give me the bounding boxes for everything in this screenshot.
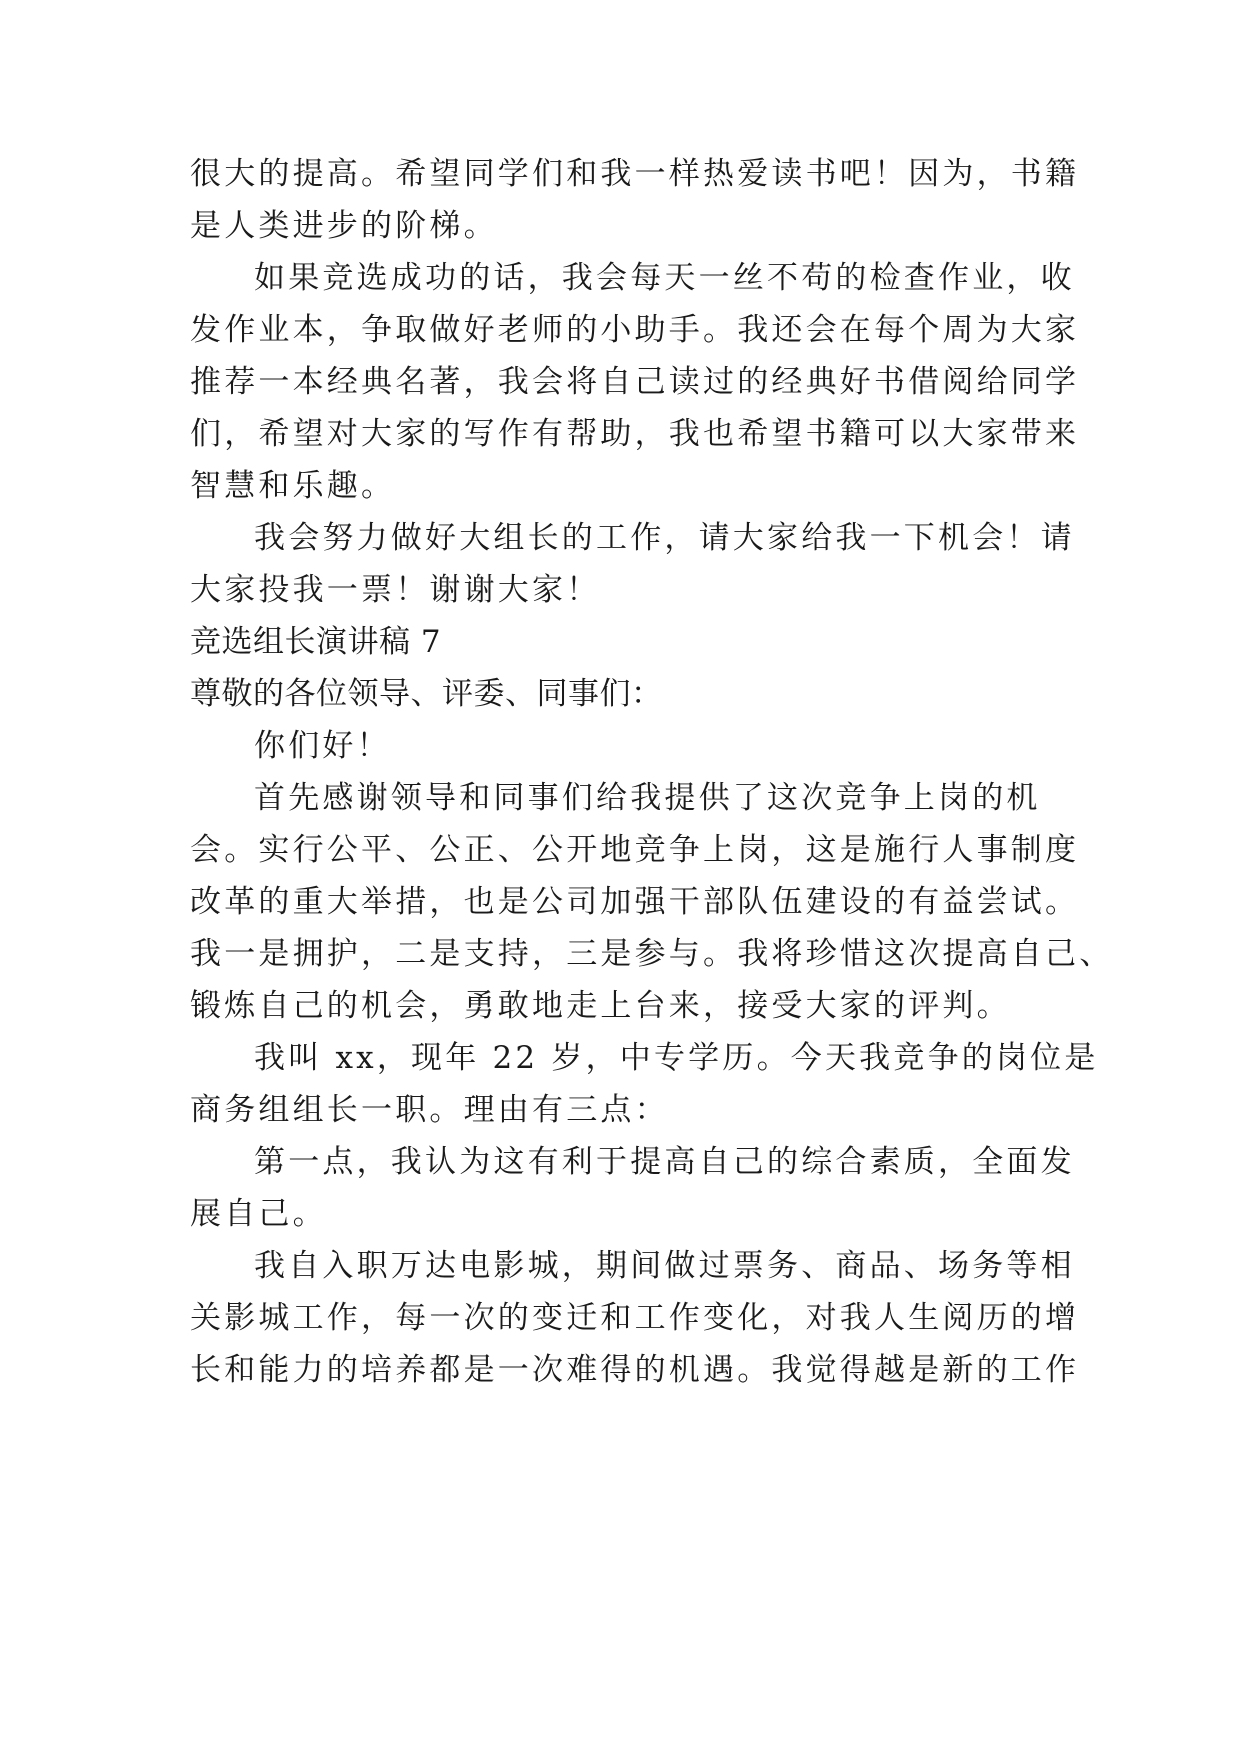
greeting: 你们好！	[254, 728, 391, 764]
paragraph-line: 发作业本，争取做好老师的小助手。我还会在每个周为大家	[190, 312, 1080, 348]
paragraph-line: 如果竞选成功的话，我会每天一丝不苟的检查作业，收	[254, 260, 1075, 296]
paragraph-line: 第一点，我认为这有利于提高自己的综合素质，全面发	[254, 1144, 1075, 1180]
section-title: 竞选组长演讲稿 7	[190, 624, 442, 660]
paragraph-line: 我一是拥护，二是支持，三是参与。我将珍惜这次提高自己、	[190, 936, 1114, 972]
salutation: 尊敬的各位领导、评委、同事们：	[190, 676, 663, 712]
paragraph-line: 锻炼自己的机会，勇敢地走上台来，接受大家的评判。	[190, 988, 1011, 1024]
paragraph-line: 大家投我一票！谢谢大家！	[190, 572, 601, 608]
paragraph-line: 我自入职万达电影城，期间做过票务、商品、场务等相	[254, 1248, 1075, 1284]
paragraph-line: 关影城工作，每一次的变迁和工作变化，对我人生阅历的增	[190, 1300, 1080, 1336]
paragraph-line: 们，希望对大家的写作有帮助，我也希望书籍可以大家带来	[190, 416, 1080, 452]
paragraph-line: 推荐一本经典名著，我会将自己读过的经典好书借阅给同学	[190, 364, 1080, 400]
paragraph-line: 展自己。	[190, 1196, 327, 1232]
paragraph-line: 改革的重大举措，也是公司加强干部队伍建设的有益尝试。	[190, 884, 1080, 920]
paragraph-line: 很大的提高。希望同学们和我一样热爱读书吧！因为，书籍	[190, 156, 1080, 192]
paragraph-line: 会。实行公平、公正、公开地竞争上岗，这是施行人事制度	[190, 832, 1080, 868]
paragraph-line: 商务组组长一职。理由有三点：	[190, 1092, 669, 1128]
paragraph-line: 我会努力做好大组长的工作，请大家给我一下机会！请	[254, 520, 1075, 556]
paragraph-line: 我叫 xx，现年 22 岁，中专学历。今天我竞争的岗位是	[254, 1040, 1099, 1076]
paragraph-line: 首先感谢领导和同事们给我提供了这次竞争上岗的机	[254, 780, 1041, 816]
paragraph-line: 长和能力的培养都是一次难得的机遇。我觉得越是新的工作	[190, 1352, 1080, 1388]
paragraph-line: 是人类进步的阶梯。	[190, 208, 498, 244]
paragraph-line: 智慧和乐趣。	[190, 468, 396, 504]
